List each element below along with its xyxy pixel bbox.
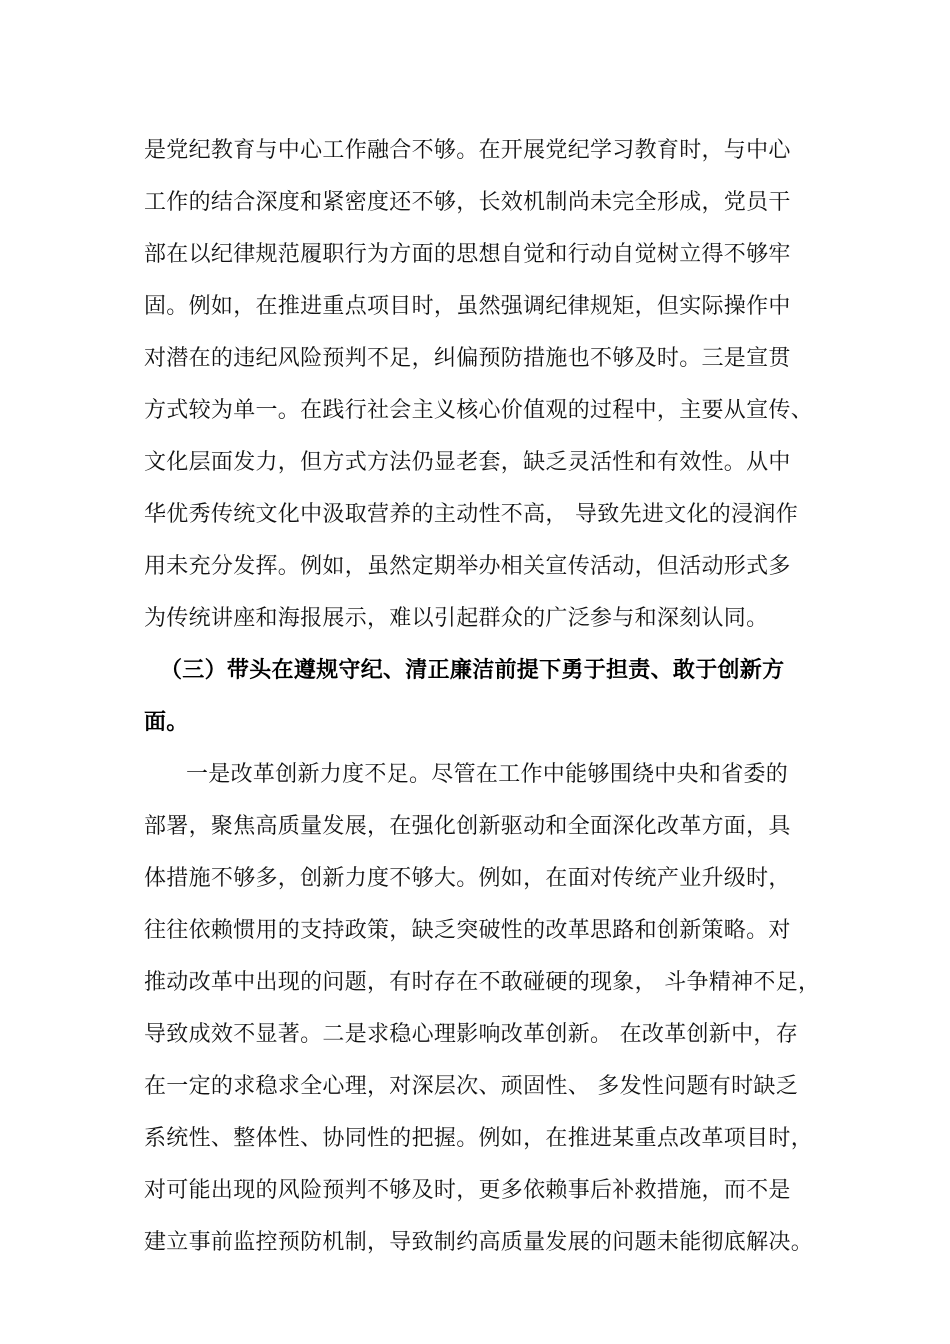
- body-text-line: 是党纪教育与中心工作融合不够。在开展党纪学习教育时，与中心: [144, 138, 791, 163]
- body-text-line: 方式较为单一。在践行社会主义核心价值观的过程中，主要从宣传、: [144, 398, 814, 423]
- body-text-line: 系统性、整体性、协同性的把握。例如，在推进某重点改革项目时，: [144, 1126, 814, 1151]
- body-text-line: 一是改革创新力度不足。尽管在工作中能够围绕中央和省委的: [186, 762, 789, 787]
- body-text-line: 华优秀传统文化中汲取营养的主动性不高， 导致先进文化的浸润作: [144, 502, 798, 527]
- body-text-line: 导致成效不显著。二是求稳心理影响改革创新。 在改革创新中，存: [144, 1022, 798, 1047]
- body-text-line: 部署，聚焦高质量发展，在强化创新驱动和全面深化改革方面，具: [144, 814, 791, 839]
- body-text-line: 往往依赖惯用的支持政策，缺乏突破性的改革思路和创新策略。对: [144, 918, 791, 943]
- body-text-line: 部在以纪律规范履职行为方面的思想自觉和行动自觉树立得不够牢: [144, 242, 791, 267]
- body-text-line: 体措施不够多，创新力度不够大。例如，在面对传统产业升级时，: [144, 866, 791, 891]
- body-text-line: 文化层面发力，但方式方法仍显老套，缺乏灵活性和有效性。从中: [144, 450, 791, 475]
- body-text-line: 对潜在的违纪风险预判不足，纠偏预防措施也不够及时。三是宣贯: [144, 346, 791, 371]
- section-heading: （三）带头在遵规守纪、清正廉洁前提下勇于担责、敢于创新方: [160, 658, 785, 683]
- body-text-line: 用未充分发挥。例如，虽然定期举办相关宣传活动，但活动形式多: [144, 554, 791, 579]
- body-text-line: 固。例如，在推进重点项目时，虽然强调纪律规矩，但实际操作中: [144, 294, 791, 319]
- body-text-line: 建立事前监控预防机制，导致制约高质量发展的问题未能彻底解决。: [144, 1230, 814, 1255]
- body-text-line: 推动改革中出现的问题，有时存在不敢碰硬的现象， 斗争精神不足，: [144, 970, 821, 995]
- body-text-line: 为传统讲座和海报展示，难以引起群众的广泛参与和深刻认同。: [144, 606, 769, 631]
- body-text-line: 在一定的求稳求全心理，对深层次、顽固性、 多发性问题有时缺乏: [144, 1074, 798, 1099]
- body-text-line: 工作的结合深度和紧密度还不够，长效机制尚未完全形成，党员干: [144, 190, 791, 215]
- section-heading: 面。: [144, 710, 189, 735]
- body-text-line: 对可能出现的风险预判不够及时，更多依赖事后补救措施，而不是: [144, 1178, 791, 1203]
